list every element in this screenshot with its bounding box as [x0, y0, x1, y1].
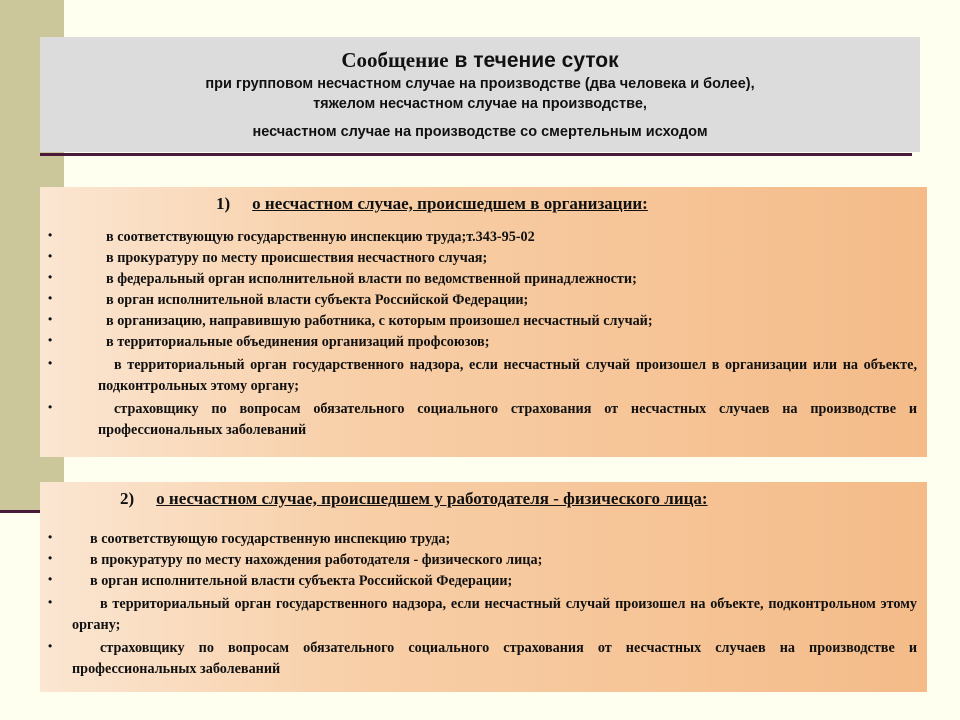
page-title	[40, 47, 920, 74]
list-item	[40, 571, 927, 592]
list-item-text: в территориальный орган государственного надзора, если несчастный случай произошел на объекте, подконтрольном этому органу;	[72, 596, 917, 633]
list-item-text: в соответствующую государственную инспекцию труда;т.343-95-02	[106, 229, 535, 245]
list-item-text: страховщику по вопросам обязательного социального страхования от несчастных случаев на производстве и профессиональных заболеваний	[72, 640, 917, 677]
section-1-number: 1)	[216, 194, 231, 213]
list-item-text: в орган исполнительной власти субъекта Российской Федерации;	[90, 573, 513, 589]
list-item-text: страховщику по вопросам обязательного социального страхования от несчастных случаев на производстве и профессиональных заболеваний	[98, 401, 917, 438]
header-divider	[40, 153, 912, 156]
list-item	[40, 529, 927, 550]
list-item	[40, 311, 927, 332]
section-2-number: 2)	[120, 489, 135, 508]
subtitle-line-1: при групповом несчастном случае на производстве (два человека и более),	[205, 76, 755, 92]
list-item-text: в территориальные объединения организаций профсоюзов;	[106, 334, 490, 350]
list-item	[40, 594, 927, 636]
list-item	[40, 332, 927, 353]
section-2-list	[40, 529, 927, 680]
bullet-icon: •	[48, 291, 53, 305]
list-item	[40, 355, 927, 397]
list-item	[40, 399, 927, 441]
bullet-icon: •	[48, 270, 53, 284]
bullet-icon: •	[48, 312, 53, 326]
list-item-text: в прокуратуру по месту происшествия несчастного случая;	[106, 250, 488, 266]
list-item	[40, 269, 927, 290]
section-1-panel	[40, 187, 927, 457]
bullet-icon: •	[48, 530, 53, 544]
list-item	[40, 290, 927, 311]
list-item-text: в территориальный орган государственного надзора, если несчастный случай произошел в организации или на объекте, подконтрольных этому органу;	[98, 357, 917, 394]
list-item	[40, 248, 927, 269]
list-item-text: в федеральный орган исполнительной власти по ведомственной принадлежности;	[106, 271, 637, 287]
title-part-2: в течение суток	[448, 49, 619, 72]
section-1-heading: о несчастном случае, происшедшем в организации:	[252, 194, 648, 213]
bullet-icon: •	[48, 249, 53, 263]
bullet-icon: •	[48, 333, 53, 347]
subtitle-line-3: несчастном случае на производстве со смертельным исходом	[252, 124, 708, 140]
list-item	[40, 227, 927, 248]
list-item	[40, 638, 927, 680]
list-item-text: в орган исполнительной власти субъекта Российской Федерации;	[106, 292, 529, 308]
subtitle-line-2: тяжелом несчастном случае на производстве,	[313, 96, 647, 112]
bullet-icon: •	[48, 400, 53, 414]
section-2-panel	[40, 482, 927, 692]
list-item-text: в организацию, направившую работника, с которым произошел несчастный случай;	[106, 313, 653, 329]
section-2-heading: о несчастном случае, происшедшем у работодателя - физического лица:	[156, 489, 708, 508]
bullet-icon: •	[48, 572, 53, 586]
section-2-title	[40, 488, 927, 510]
section-1-list	[40, 227, 927, 441]
bullet-icon: •	[48, 356, 53, 370]
header-panel	[40, 37, 920, 152]
list-item-text: в соответствующую государственную инспекцию труда;	[90, 531, 451, 547]
left-divider	[0, 510, 40, 513]
bullet-icon: •	[48, 551, 53, 565]
section-1-title	[40, 193, 927, 215]
title-part-1: Сообщение	[341, 48, 449, 72]
bullet-icon: •	[48, 639, 53, 653]
bullet-icon: •	[48, 228, 53, 242]
list-item	[40, 550, 927, 571]
bullet-icon: •	[48, 595, 53, 609]
list-item-text: в прокуратуру по месту нахождения работодателя - физического лица;	[90, 552, 543, 568]
